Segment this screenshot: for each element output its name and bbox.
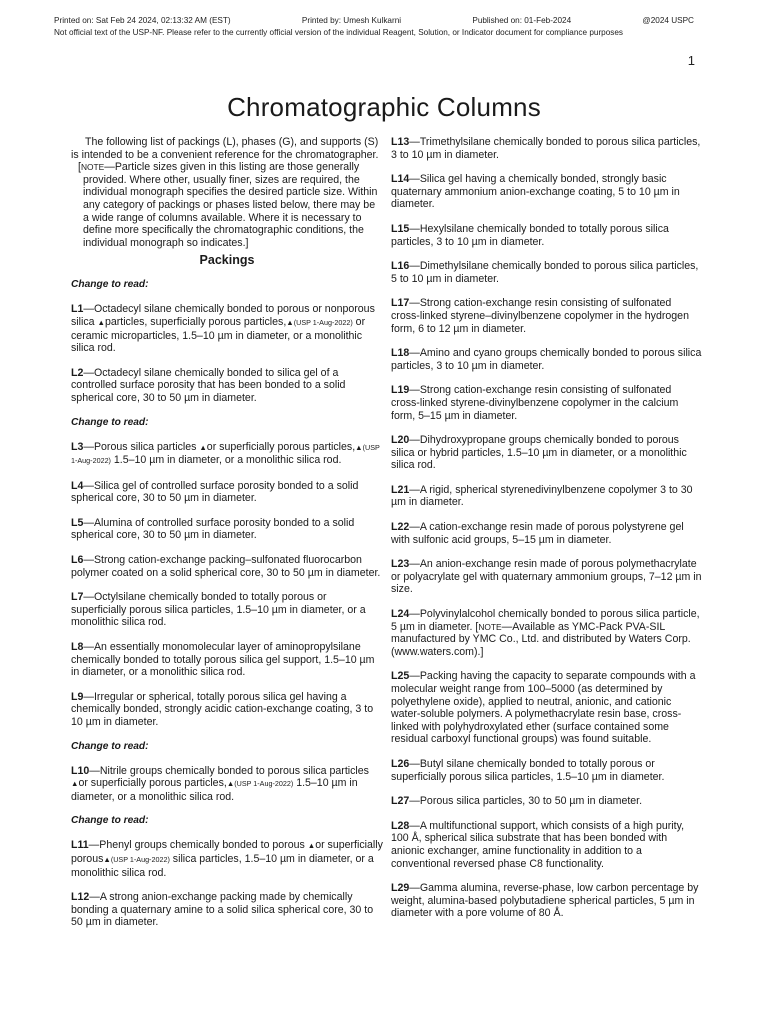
page-number: 1	[687, 53, 695, 68]
entry-code: L3	[71, 440, 84, 453]
entry-l6: L6—Strong cation-exchange packing–sulfonated fluorocarbon polymer coated on a solid spherical core, 30 to 50 µm in diameter.	[71, 554, 381, 579]
entry-l27: L27—Porous silica particles, 30 to 50 µm in diameter.	[391, 795, 643, 808]
printed-on: Printed on: Sat Feb 24 2024, 02:13:32 AM (EST)	[54, 16, 231, 25]
entry-l8: L8—An essentially monomolecular layer of aminopropylsilane chemically bonded to totally porous silica gel support, 1.5–10 µm in diameter, or a monolithic silica rod.	[71, 641, 375, 679]
change-to-read-label: Change to read:	[71, 416, 149, 428]
intro-paragraph: The following list of packings (L), phases (G), and supports (S) is intended to be a convenient reference for the chromatographer.	[71, 136, 379, 161]
entry-code: L7	[71, 591, 84, 604]
entry-l15: L15—Hexylsilane chemically bonded to totally porous silica particles, 3 to 10 µm in diameter.	[391, 222, 669, 248]
entry-code: L24	[391, 608, 410, 621]
entry-l5: L5—Alumina of controlled surface porosity bonded to a solid spherical core, 30 to 50 µm in diameter.	[71, 516, 355, 542]
revision-marker-icon: ▲	[355, 442, 363, 452]
entry-code: L21	[391, 483, 410, 496]
entry-l16: L16—Dimethylsilane chemically bonded to porous silica particles, 5 to 10 µm in diameter.	[391, 260, 699, 285]
entry-code: L29	[391, 882, 410, 895]
entry-code: L1	[71, 303, 84, 316]
entry-l22: L22—A cation-exchange resin made of porous polystyrene gel with sulfonic acid groups, 5–15 µm in diameter.	[391, 521, 684, 546]
entry-code: L19	[391, 384, 410, 397]
printed-by: Printed by: Umesh Kulkarni	[301, 16, 402, 25]
entry-code: L4	[71, 479, 84, 492]
entry-code: L22	[391, 521, 410, 534]
entry-code: L14	[391, 173, 410, 186]
entry-l25: L25—Packing having the capacity to separate compounds with a molecular weight range from 100–5000 (as determined by polyethylene oxide), applied to neutral, anionic, and cationic water-soluble polymers. A polymethacrylate resin base, cross-linked with polyhydroxylated ether (surface contained some residual carboxyl functional groups) was found suitable.	[391, 670, 696, 746]
entry-l17: L17—Strong cation-exchange resin consisting of sulfonated cross-linked styrene–divinylbenzene copolymer in the hydrogen form, 6 to 12 µm in diameter.	[391, 297, 689, 335]
copyright: @2024 USPC	[642, 16, 694, 25]
disclaimer: Not official text of the USP-NF. Please refer to the currently official version of the individual Reagent, Solution, or Indicator document for compliance purposes	[54, 28, 624, 37]
usp-revision-tag: (USP 1-Aug-2022)	[234, 779, 294, 789]
entry-code: L13	[391, 136, 410, 148]
entry-l21: L21—A rigid, spherical styrenedivinylbenzene copolymer 3 to 30 µm in diameter.	[391, 483, 693, 509]
entry-code: L12	[71, 891, 90, 904]
entry-l28: L28—A multifunctional support, which consists of a high purity, 100 Å, spherical silica substrate that has been bonded with anionic exchanger, amine functionality in addition to a conventional reversed phase C8 functionality.	[391, 819, 685, 870]
revision-marker-icon: ▲	[97, 317, 105, 327]
entry-code: L16	[391, 260, 410, 273]
entry-l18: L18—Amino and cyano groups chemically bonded to porous silica particles, 3 to 10 µm in diameter.	[391, 347, 702, 372]
entry-l2: L2—Octadecyl silane chemically bonded to silica gel of a controlled surface porosity that has been bonded to a solid spherical core, 30 to 50 µm in diameter.	[71, 366, 346, 404]
entry-l7: L7—Octylsilane chemically bonded to totally porous or superficially porous silica particles, 1.5–10 µm in diameter, or a monolithic silica rod.	[71, 591, 366, 629]
entry-l10: L10—Nitrile groups chemically bonded to porous silica particles ▲or superficially porous particles,▲(USP 1-Aug-2022) 1.5–10 µm in diameter, or a monolithic silica rod.	[71, 764, 369, 803]
entry-l19: L19—Strong cation-exchange resin consisting of sulfonated cross-linked styrene-divinylbenzene copolymer in the calcium form, 5–15 µm in diameter.	[391, 384, 679, 422]
entry-l12: L12—A strong anion-exchange packing made by chemically bonding a quaternary amine to a solid silica spherical core, 30 to 50 µm in diameter.	[71, 891, 374, 929]
entry-code: L20	[391, 434, 410, 447]
entry-code: L2	[71, 366, 84, 379]
entry-code: L6	[71, 554, 84, 567]
entry-code: L8	[71, 641, 84, 654]
usp-revision-tag: (USP 1-Aug-2022)	[293, 317, 353, 327]
entry-code: L27	[391, 795, 410, 808]
right-column	[391, 136, 703, 932]
change-to-read-label: Change to read:	[71, 740, 149, 752]
revision-marker-icon: ▲	[226, 779, 235, 789]
usp-revision-tag: (USP 1-Aug-2022)	[110, 854, 170, 864]
entry-code: L28	[391, 819, 410, 832]
entry-code: L23	[391, 558, 410, 571]
usp-revision-tag: (USP 1-Aug-2022)	[71, 442, 380, 466]
revision-marker-icon: ▲	[307, 841, 316, 851]
print-header	[54, 15, 694, 38]
page-title: Chromatographic Columns	[227, 92, 541, 122]
entry-l29: L29—Gamma alumina, reverse-phase, low carbon percentage by weight, alumina-based polybutadiene spherical particles, 5 µm in diameter with a pore volume of 80 Å.	[391, 882, 699, 920]
entry-code: L9	[71, 690, 84, 703]
entry-l24: L24—Polyvinylalcohol chemically bonded to porous silica particle, 5 µm in diameter. [NOTE—Available as YMC-Pack PVA-SIL manufactured by YMC Co., Ltd. and distributed by Waters Corp. (www.waters.com).]	[391, 608, 700, 658]
entry-l14: L14—Silica gel having a chemically bonded, strongly basic quaternary ammonium anion-exchange coating, 5 to 10 µm in diameter.	[391, 173, 680, 211]
entry-code: L25	[391, 670, 410, 683]
left-column	[71, 136, 383, 941]
entry-l3: L3—Porous silica particles ▲or superficially porous particles,▲(USP 1-Aug-2022) 1.5–10 µm in diameter, or a monolithic silica rod.	[71, 440, 380, 467]
entry-code: L18	[391, 347, 410, 360]
note-label: NOTE	[80, 162, 105, 173]
entry-code: L10	[71, 764, 90, 777]
revision-marker-icon: ▲	[103, 854, 111, 864]
entry-l11: L11—Phenyl groups chemically bonded to porous ▲or superficially porous▲(USP 1-Aug-2022) silica particles, 1.5–10 µm in diameter, or a monolithic silica rod.	[71, 839, 383, 879]
note-label: NOTE	[478, 621, 502, 632]
entry-code: L26	[391, 757, 410, 770]
entry-l23: L23—An anion-exchange resin made of porous polymethacrylate or polyacrylate gel with quaternary ammonium groups, 7–12 µm in size.	[391, 558, 702, 596]
entry-l9: L9—Irregular or spherical, totally porous silica gel having a chemically bonded, strongly acidic cation-exchange coating, 3 to 10 µm in diameter.	[71, 690, 374, 728]
note-paragraph: [NOTE—Particle sizes given in this listing are those generally provided. Where other, usually finer, sizes are required, the individual monograph specifies the desired particle size. Within any category of packings or phases listed below, there may be a wide range of columns available. Where it is necessary to define more specifically the chromatographic conditions, the individual monograph so indicates.]	[78, 161, 378, 249]
entry-code: L15	[391, 222, 410, 235]
print-info-row	[54, 15, 694, 26]
change-to-read-label: Change to read:	[71, 815, 149, 827]
revision-marker-icon: ▲	[71, 779, 79, 789]
entry-code: L5	[71, 516, 84, 529]
entry-code: L11	[71, 839, 89, 852]
entry-l13: L13—Trimethylsilane chemically bonded to porous silica particles, 3 to 10 µm in diameter.	[391, 136, 701, 161]
entry-l4: L4—Silica gel of controlled surface porosity bonded to a solid spherical core, 30 to 50 µm in diameter.	[71, 479, 359, 505]
revision-marker-icon: ▲	[286, 317, 294, 327]
published-on: Published on: 01-Feb-2024	[472, 16, 572, 25]
section-heading-packings: Packings	[199, 253, 255, 268]
revision-marker-icon: ▲	[199, 442, 207, 452]
entry-l20: L20—Dihydroxypropane groups chemically bonded to porous silica or hybrid particles, 1.5–10 µm in diameter, or a monolithic silica rod.	[391, 434, 687, 472]
entry-l1: L1—Octadecyl silane chemically bonded to porous or nonporous silica ▲particles, superficially porous particles,▲(USP 1-Aug-2022) or ceramic microparticles, 1.5–10 µm in diameter, or a monolithic silica rod.	[71, 303, 375, 355]
change-to-read-label: Change to read:	[71, 279, 149, 291]
entry-code: L17	[391, 297, 410, 310]
entry-l26: L26—Butyl silane chemically bonded to totally porous or superficially porous silica particles, 1.5–10 µm in diameter.	[391, 757, 665, 783]
